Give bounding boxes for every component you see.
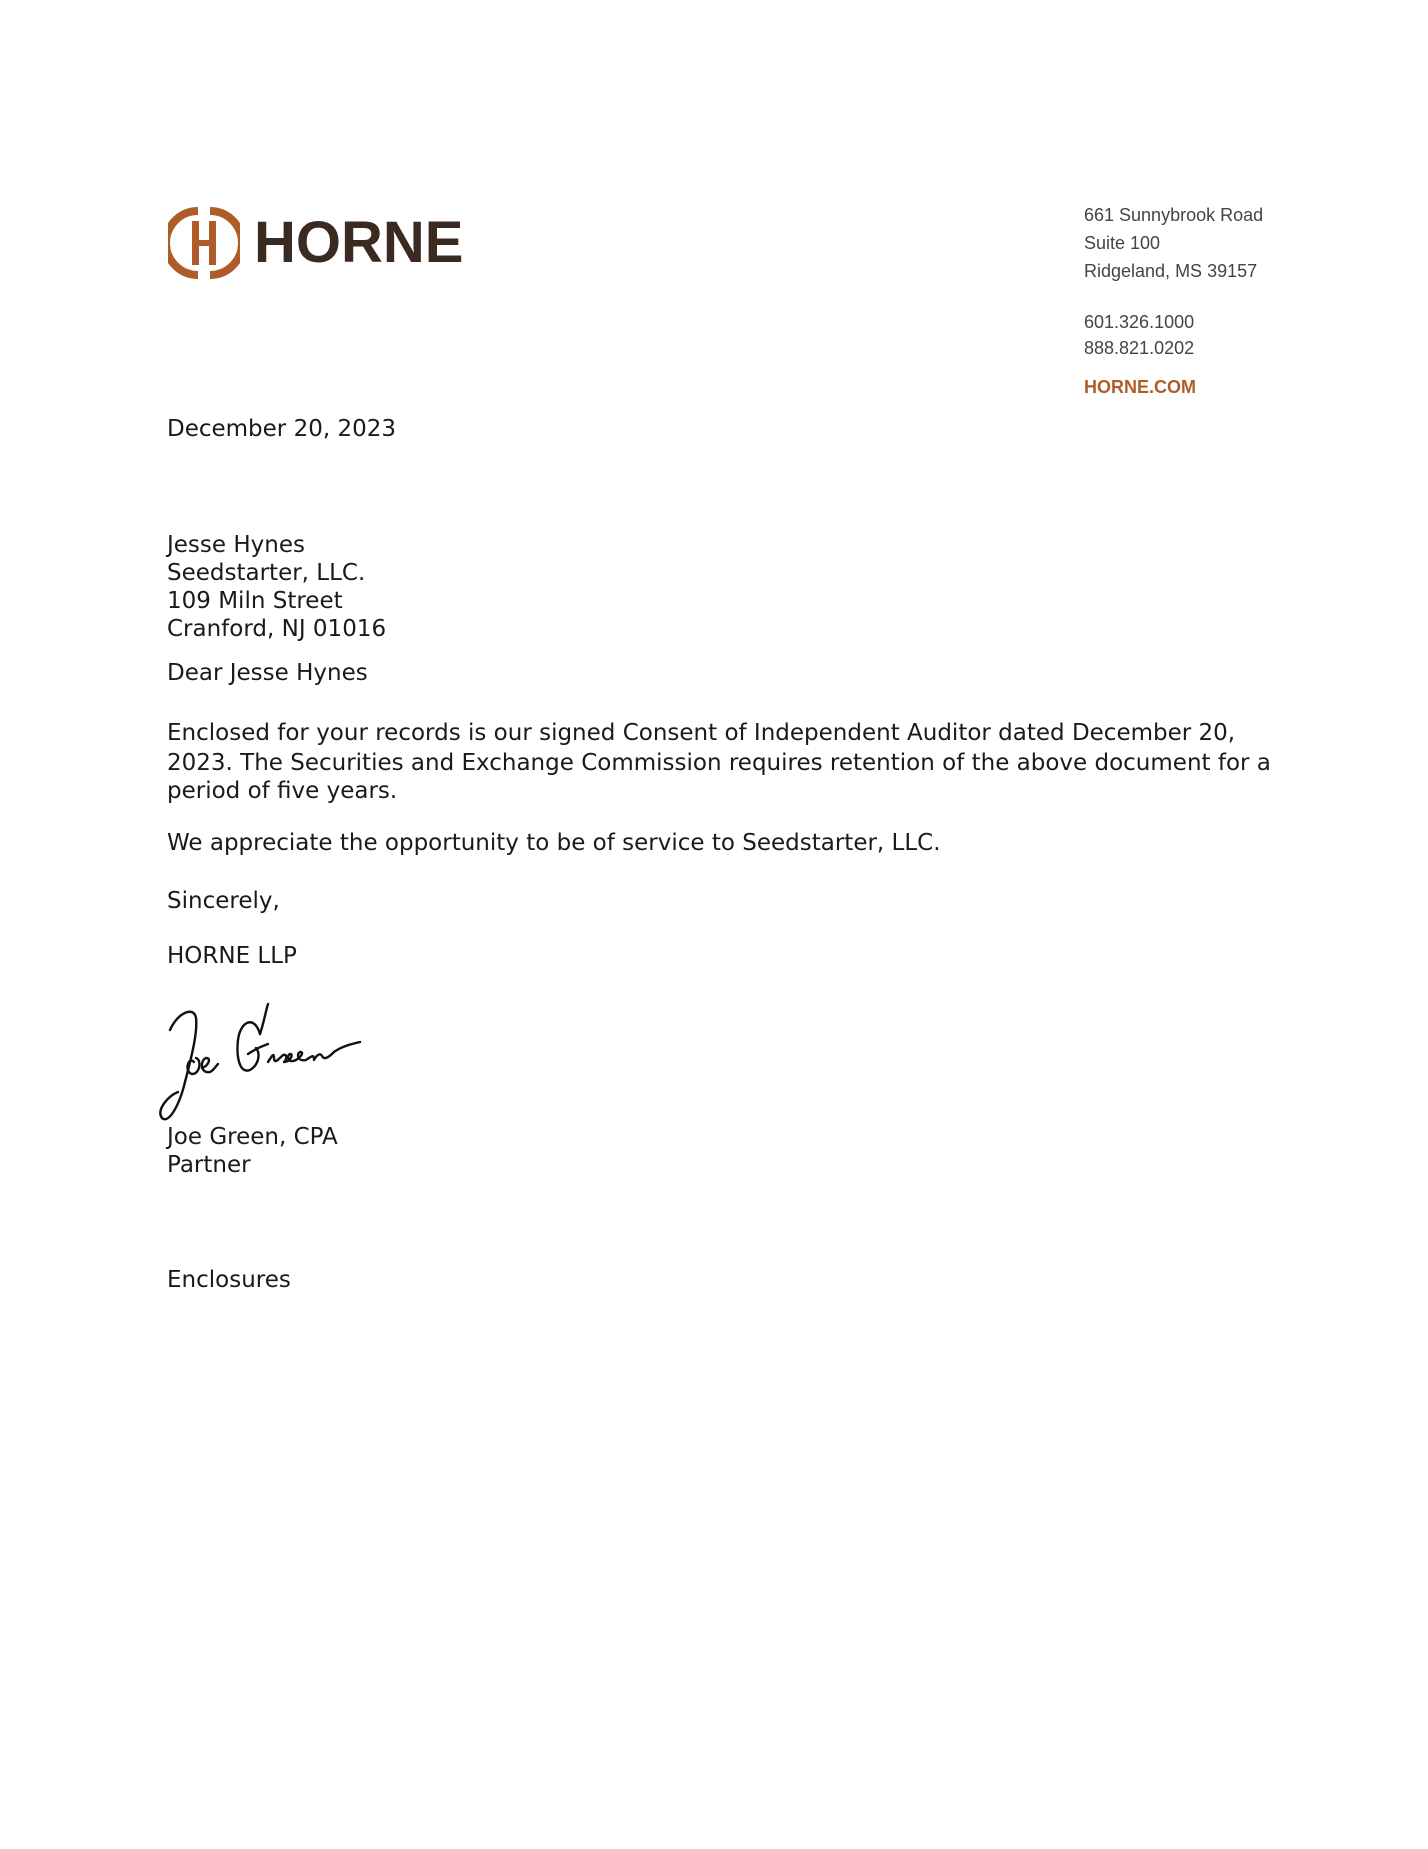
recipient-block — [167, 531, 386, 643]
paragraph-1-line-1: Enclosed for your records is our signed Consent of Independent Auditor dated December 20, — [167, 720, 1236, 746]
paragraph-1-line-2: 2023. The Securities and Exchange Commission requires retention of the above document for a — [167, 750, 1271, 776]
body-paragraph-1 — [167, 718, 1277, 806]
address-street: 661 Sunnybrook Road — [1084, 205, 1264, 225]
recipient-city: Cranford, NJ 01016 — [167, 616, 387, 642]
signer-title: Partner — [167, 1152, 251, 1178]
letterhead-address — [1084, 201, 1384, 401]
address-city: Ridgeland, MS 39157 — [1084, 261, 1258, 281]
handwritten-signature — [156, 1000, 366, 1130]
closing: Sincerely, — [167, 888, 280, 914]
body-paragraph-2: We appreciate the opportunity to be of service to Seedstarter, LLC. — [167, 830, 941, 856]
phone-local: 601.326.1000 — [1084, 312, 1195, 332]
address-suite: Suite 100 — [1084, 233, 1161, 253]
recipient-street: 109 Miln Street — [167, 588, 343, 614]
signer-name: Joe Green, CPA — [167, 1124, 338, 1150]
firm-name: HORNE LLP — [167, 943, 297, 969]
logo-wordmark: HORNE — [254, 210, 464, 275]
website-link[interactable]: HORNE.COM — [1084, 377, 1196, 397]
letter-date: December 20, 2023 — [167, 416, 397, 442]
phone-tollfree: 888.821.0202 — [1084, 338, 1195, 358]
signer-block — [167, 1123, 338, 1179]
horne-logo-mark-icon — [168, 207, 240, 279]
enclosures-note: Enclosures — [167, 1267, 291, 1293]
recipient-name: Jesse Hynes — [167, 532, 305, 558]
recipient-company: Seedstarter, LLC. — [167, 560, 366, 586]
paragraph-1-line-3: period of five years. — [167, 778, 398, 804]
horne-logo — [168, 206, 468, 280]
salutation: Dear Jesse Hynes — [167, 660, 368, 686]
